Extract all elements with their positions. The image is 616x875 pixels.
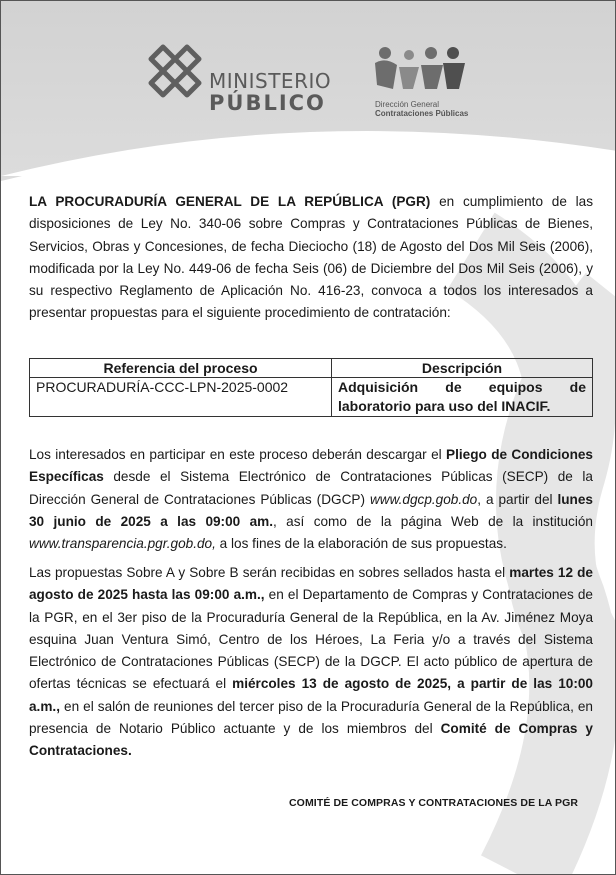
header-description: Descripción xyxy=(332,359,593,378)
intro-text: en cumplimiento de las disposiciones de Ley No. 340-06 sobre Compras y Contrataciones Públicas de Bienes, Servicios, Obras y Concesiones, de fecha Dieciocho (18) de Agosto del Dos Mil Seis (2006), modificada por la Ley No. 449-06 de fecha Seis (06) de Diciembre del Dos Mil Seis (2006), y su respectivo Reglamento de Aplicación No. 416-23, convoca a todos los interesados a presentar propuestas para el siguiente procedimiento de contratación: xyxy=(29,194,593,321)
committee-signature: COMITÉ DE COMPRAS Y CONTRATACIONES DE LA PGR xyxy=(289,797,579,809)
p2-link-transparencia[interactable]: www.transparencia.pgr.gob.do, xyxy=(29,536,216,552)
ministerio-publico-logo xyxy=(147,43,332,115)
p2-text-5: a los fines de la elaboración de sus propuestas. xyxy=(215,536,507,552)
intro-bold-lead: LA PROCURADURÍA GENERAL DE LA REPÚBLICA (PGR) xyxy=(29,194,431,209)
logo-text-contrataciones-publicas: Contrataciones Públicas xyxy=(375,109,469,118)
dgcp-people-icon xyxy=(373,45,465,93)
intro-paragraph xyxy=(29,191,593,325)
p3-bold-deadline: martes 12 de agosto de 2025 hasta las 09:00 a.m., xyxy=(29,565,593,603)
p3-bold-opening: miércoles 13 de agosto de 2025, a partir de las 10:00 a.m., xyxy=(29,676,593,714)
p3-text-1: Las propuestas Sobre A y Sobre B serán recibidas en sobres sellados hasta el xyxy=(29,565,510,580)
p2-bold-date: lunes 30 junio de 2025 a las 09:00 am. xyxy=(29,491,593,529)
download-paragraph xyxy=(29,444,593,555)
p2-link-dgcp[interactable]: www.dgcp.gob.do xyxy=(369,491,478,507)
ministerio-publico-emblem-icon xyxy=(147,43,203,99)
logo-text-publico: PÚBLICO xyxy=(209,91,326,115)
submission-paragraph xyxy=(29,562,593,763)
p2-bold-pliego: Pliego de Condiciones Específicas xyxy=(29,447,593,485)
p3-bold-committee: Comité de Compras y Contrataciones. xyxy=(29,721,593,759)
p2-text-2: desde el Sistema Electrónico de Contrataciones Públicas (SECP) de la Dirección General de Contrataciones Públicas (DGCP) xyxy=(29,469,593,507)
process-table xyxy=(29,358,593,417)
p3-text-3: en el salón de reuniones del tercer piso de la Procuraduría General de la República, en presencia de Notario Público actuante y de los miembros del xyxy=(29,698,593,737)
p2-text-3: , a partir del xyxy=(477,491,558,507)
table-header-row xyxy=(30,359,593,378)
p2-text-4: , así como de la página Web de la institución xyxy=(273,513,593,529)
cell-reference: PROCURADURÍA-CCC-LPN-2025-0002 xyxy=(30,378,332,417)
header-reference: Referencia del proceso xyxy=(30,359,332,378)
logo-text-ministerio: MINISTERIO xyxy=(209,69,332,93)
p3-text-2: en el Departamento de Compras y Contrataciones de la PGR, en el 3er piso de la Procuraduría General de la República, en la Av. Jiménez Moya esquina Juan Ventura Simó, Centro de los Héroes, La Feria y/o a través del Sistema Electrónico de Contrataciones Públicas (SECP) de la DGCP. El acto público de apertura de ofertas técnicas se efectuará el xyxy=(29,587,593,692)
dgcp-logo xyxy=(373,45,493,125)
table-row xyxy=(30,378,593,417)
p2-text-1: Los interesados en participar en este proceso deberán descargar el xyxy=(29,447,447,462)
logo-text-direccion-general: Dirección General xyxy=(375,100,440,109)
cell-description: Adquisición de equipos de laboratorio para uso del INACIF. xyxy=(332,378,593,417)
